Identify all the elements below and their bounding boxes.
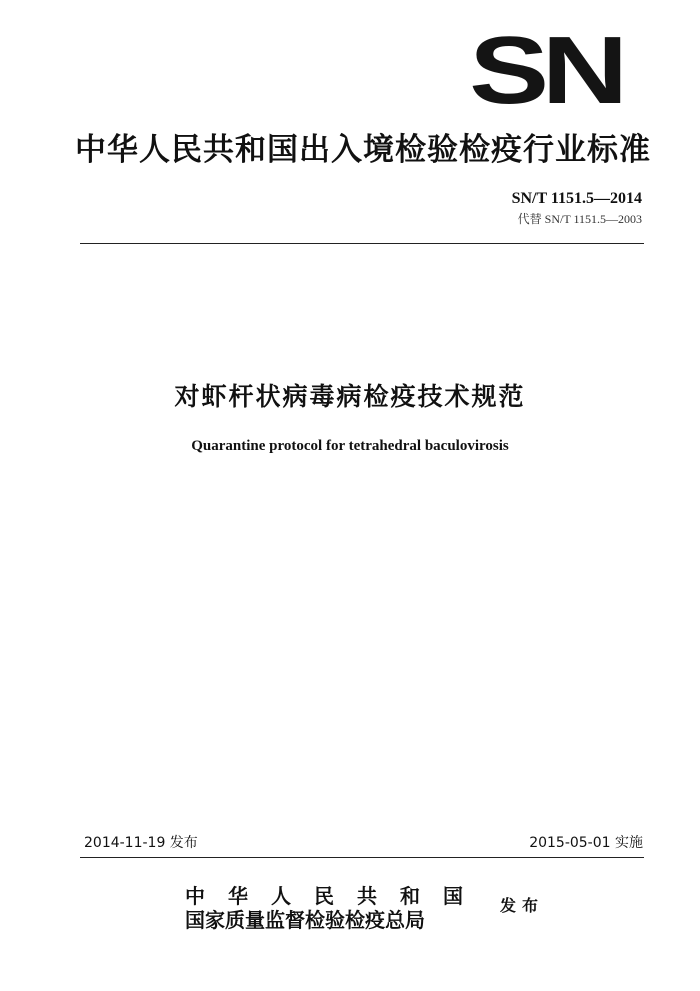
document-title-en: Quarantine protocol for tetrahedral baculovirosis [191,438,509,454]
standard-code-block [512,190,642,227]
issue-word: 发布 [500,896,545,915]
issue-date: 2014-11-19 发布 [84,835,198,851]
document-title-cn: 对虾杆状病毒病检疫技术规范 [174,382,526,411]
bottom-divider [80,857,644,858]
top-divider [80,243,644,244]
replaces-standard: 代替 SN/T 1151.5—2003 [517,212,642,226]
issuer-line-1: 中华人民共和国 [185,884,486,908]
issuer-line-2: 国家质量监督检验检疫总局 [185,908,425,932]
industry-standard-title: 中华人民共和国出入境检验检疫行业标准 [75,132,651,168]
implementation-date: 2015-05-01 实施 [529,835,643,851]
standard-code: SN/T 1151.5—2014 [511,190,642,207]
sn-logo: SN [469,17,621,124]
